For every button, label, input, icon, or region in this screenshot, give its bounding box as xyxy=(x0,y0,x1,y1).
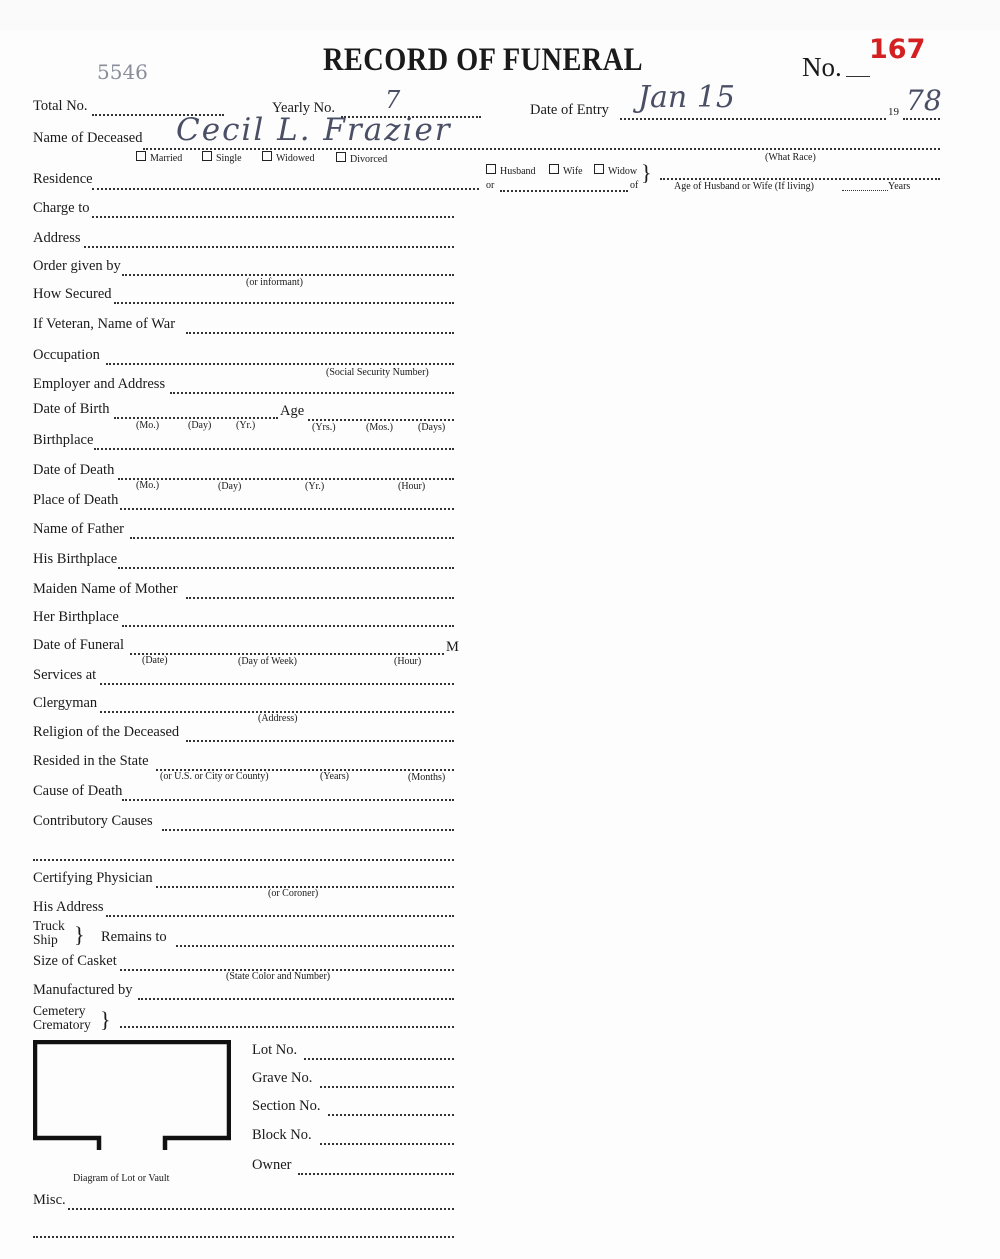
brace-icon: } xyxy=(641,160,652,185)
cause-of-death-label: Cause of Death xyxy=(33,783,123,799)
name-of-deceased-value: Cecil L. Frazier xyxy=(176,112,452,148)
years-hint: (Years) xyxy=(320,771,349,782)
checkbox-icon xyxy=(336,152,346,162)
name-of-father-field[interactable] xyxy=(130,537,454,539)
yearly-no-label: Yearly No. xyxy=(272,100,335,116)
widowed-option[interactable]: Widowed xyxy=(262,151,314,164)
her-birthplace-label: Her Birthplace xyxy=(33,609,119,625)
maiden-name-field[interactable] xyxy=(186,597,454,599)
place-of-death-field[interactable] xyxy=(120,508,454,510)
year-value: 78 xyxy=(906,84,942,117)
vault-diagram xyxy=(33,1040,231,1152)
date-of-entry-value: Jan 15 xyxy=(638,80,735,115)
race-field[interactable] xyxy=(660,178,940,180)
block-no-field[interactable] xyxy=(320,1143,454,1145)
how-secured-label: How Secured xyxy=(33,286,112,302)
section-no-label: Section No. xyxy=(252,1098,321,1114)
hint-day-of-week: (Day of Week) xyxy=(238,656,297,667)
her-birthplace-field[interactable] xyxy=(122,625,454,627)
cause-of-death-field[interactable] xyxy=(122,799,454,801)
size-casket-label: Size of Casket xyxy=(33,953,117,969)
manufactured-by-label: Manufactured by xyxy=(33,982,133,998)
or-coroner-hint: (or Coroner) xyxy=(268,888,319,899)
grave-no-label: Grave No. xyxy=(252,1070,313,1086)
remains-to-label: Remains to xyxy=(101,929,167,945)
charge-to-label: Charge to xyxy=(33,200,90,216)
ship-label: Ship xyxy=(33,932,58,947)
checkbox-icon xyxy=(594,164,604,174)
date-of-death-label: Date of Death xyxy=(33,462,115,478)
brace-icon: } xyxy=(100,1007,111,1032)
religion-field[interactable] xyxy=(186,740,454,742)
hint-days: (Days) xyxy=(418,422,446,433)
diagram-caption: Diagram of Lot or Vault xyxy=(73,1173,170,1184)
birthplace-label: Birthplace xyxy=(33,432,94,448)
section-no-field[interactable] xyxy=(328,1114,454,1116)
his-address-label: His Address xyxy=(33,899,104,915)
checkbox-icon xyxy=(262,151,272,161)
misc-label: Misc. xyxy=(33,1192,66,1208)
lot-no-label: Lot No. xyxy=(252,1042,298,1058)
checkbox-icon xyxy=(486,164,496,174)
name-of-father-label: Name of Father xyxy=(33,521,124,537)
hint-hour-funeral: (Hour) xyxy=(394,656,422,667)
cemetery-label: Cemetery xyxy=(33,1003,86,1018)
age-of-spouse-field[interactable] xyxy=(842,190,888,191)
hint-mos: (Mos.) xyxy=(366,422,393,433)
maiden-name-label: Maiden Name of Mother xyxy=(33,581,178,597)
checkbox-icon xyxy=(136,151,146,161)
hint-yr: (Yr.) xyxy=(236,420,256,431)
residence-label: Residence xyxy=(33,171,93,187)
certifying-label: Certifying Physician xyxy=(33,870,153,886)
contributory-field-2[interactable] xyxy=(33,859,454,861)
record-no-line xyxy=(846,76,870,77)
date-of-death-field[interactable] xyxy=(118,478,454,480)
year-prefix: 19 xyxy=(888,106,899,118)
hint-yrs: (Yrs.) xyxy=(312,422,336,433)
name-of-deceased-field[interactable] xyxy=(143,148,940,150)
years-label: Years xyxy=(888,181,911,192)
or-label: or xyxy=(486,180,495,191)
cemetery-crematory-group xyxy=(33,1004,91,1032)
stamped-number: 5546 xyxy=(97,60,148,84)
occupation-field[interactable] xyxy=(106,363,454,365)
single-option[interactable]: Single xyxy=(202,151,242,164)
contributory-label: Contributory Causes xyxy=(33,813,153,829)
of-label: of xyxy=(630,180,639,191)
hint-mo: (Mo.) xyxy=(136,420,160,431)
truck-ship-group xyxy=(33,919,65,947)
how-secured-field[interactable] xyxy=(114,302,454,304)
widow-option[interactable]: Widow xyxy=(594,164,637,177)
top-band xyxy=(0,0,1000,30)
what-race-hint: (What Race) xyxy=(765,152,816,163)
date-of-entry-field[interactable] xyxy=(620,118,886,120)
record-no-label: No. xyxy=(802,52,842,82)
checkbox-icon xyxy=(202,151,212,161)
his-address-field[interactable] xyxy=(106,915,454,917)
owner-label: Owner xyxy=(252,1157,292,1173)
employer-field[interactable] xyxy=(170,392,454,394)
remains-to-field[interactable] xyxy=(176,945,454,947)
residence-field[interactable] xyxy=(92,188,479,190)
date-of-funeral-label: Date of Funeral xyxy=(33,637,124,653)
grave-no-field[interactable] xyxy=(320,1086,454,1088)
months-hint: (Months) xyxy=(408,772,446,783)
age-label: Age xyxy=(280,403,305,419)
divorced-option[interactable]: Divorced xyxy=(336,152,387,165)
total-no-label: Total No. xyxy=(33,98,88,114)
address-hint: (Address) xyxy=(258,713,298,724)
husband-option[interactable]: Husband xyxy=(486,164,536,177)
brace-icon: } xyxy=(74,922,85,947)
order-given-by-field[interactable] xyxy=(122,274,454,276)
hint-mo-death: (Mo.) xyxy=(136,480,160,491)
services-at-label: Services at xyxy=(33,667,97,683)
truck-label: Truck xyxy=(33,918,65,933)
hint-day-death: (Day) xyxy=(218,481,242,492)
his-birthplace-field[interactable] xyxy=(118,567,454,569)
order-given-by-label: Order given by xyxy=(33,258,121,274)
charge-to-field[interactable] xyxy=(92,216,454,218)
us-city-county-hint: (or U.S. or City or County) xyxy=(160,771,269,782)
date-of-funeral-field[interactable] xyxy=(130,653,444,655)
wife-option[interactable]: Wife xyxy=(549,164,583,177)
date-of-entry-label: Date of Entry xyxy=(530,102,609,118)
hint-yr-death: (Yr.) xyxy=(305,481,325,492)
misc-field[interactable] xyxy=(68,1208,454,1210)
hint-hour-death: (Hour) xyxy=(398,481,426,492)
date-of-birth-field[interactable] xyxy=(114,417,278,419)
misc-field-2[interactable] xyxy=(33,1236,454,1238)
ssn-hint: (Social Security Number) xyxy=(326,367,429,378)
address-label: Address xyxy=(33,230,81,246)
lot-no-field[interactable] xyxy=(304,1058,454,1060)
his-birthplace-label: His Birthplace xyxy=(33,551,118,567)
resided-state-label: Resided in the State xyxy=(33,753,149,769)
checkbox-icon xyxy=(549,164,559,174)
record-number-stamp: 167 xyxy=(869,34,926,65)
hint-day: (Day) xyxy=(188,420,212,431)
age-of-spouse-label: Age of Husband or Wife (If living) xyxy=(674,181,814,192)
clergyman-label: Clergyman xyxy=(33,695,98,711)
employer-label: Employer and Address xyxy=(33,376,166,392)
place-of-death-label: Place of Death xyxy=(33,492,119,508)
m-label: M xyxy=(446,639,459,655)
hint-date: (Date) xyxy=(142,655,168,666)
married-option[interactable]: Married xyxy=(136,151,182,164)
page-title: RECORD OF FUNERAL xyxy=(323,42,644,78)
spouse-of-field[interactable] xyxy=(500,190,628,192)
cemetery-field[interactable] xyxy=(120,1026,454,1028)
manufactured-by-field[interactable] xyxy=(138,998,454,1000)
owner-field[interactable] xyxy=(298,1173,454,1175)
contributory-field[interactable] xyxy=(162,829,454,831)
crematory-label: Crematory xyxy=(33,1017,91,1032)
occupation-label: Occupation xyxy=(33,347,100,363)
veteran-field[interactable] xyxy=(186,332,454,334)
year-field[interactable] xyxy=(903,118,940,120)
block-no-label: Block No. xyxy=(252,1127,312,1143)
address-field[interactable] xyxy=(84,246,454,248)
age-field[interactable] xyxy=(308,419,454,421)
religion-label: Religion of the Deceased xyxy=(33,724,180,740)
name-of-deceased-label: Name of Deceased xyxy=(33,130,143,146)
services-at-field[interactable] xyxy=(100,683,454,685)
or-informant-hint: (or informant) xyxy=(246,277,303,288)
yearly-no-value: 7 xyxy=(385,86,401,114)
birthplace-field[interactable] xyxy=(94,448,454,450)
veteran-label: If Veteran, Name of War xyxy=(33,316,176,332)
date-of-birth-label: Date of Birth xyxy=(33,401,110,417)
state-color-hint: (State Color and Number) xyxy=(226,971,331,982)
